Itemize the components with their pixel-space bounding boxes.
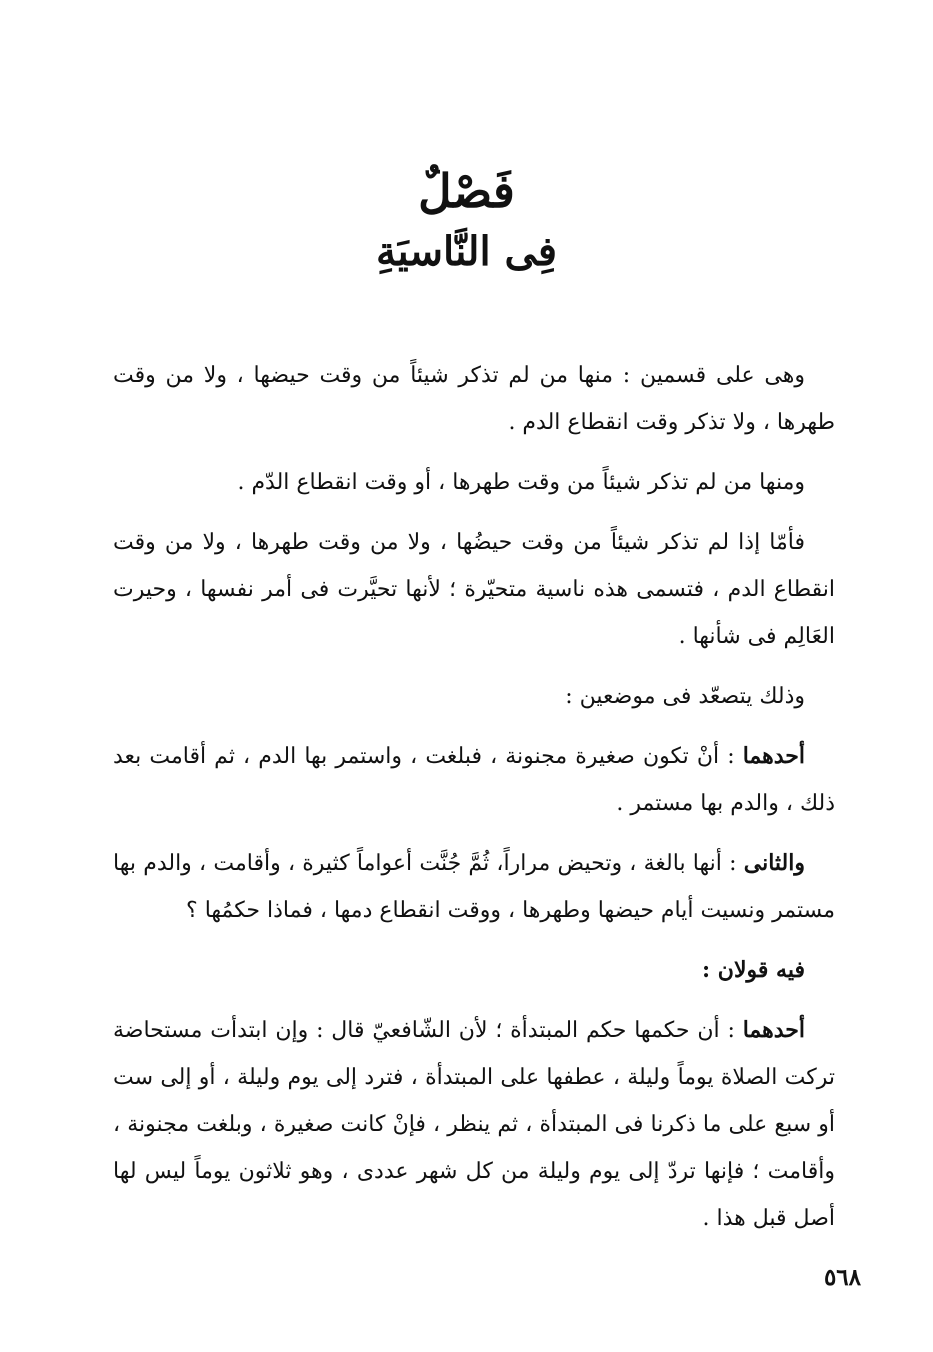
paragraph-text: فأمّا إذا لم تذكر شيئاً من وقت حيضُها ، ولا من وقت طهرها ، ولا من وقت انقطاع الدم ، فتسمى هذه ناسية متحيّرة ؛ لأنها تحيَّرت فى أمر نفسها ، وحيرت العَالِم فى شأنها . bbox=[113, 530, 835, 649]
paragraph-lead: أحدهما bbox=[742, 1017, 805, 1043]
paragraph-text: : أنْ تكون صغيرة مجنونة ، فبلغت ، واستمر بها الدم ، ثم أقامت بعد ذلك ، والدم بها مستمر . bbox=[113, 744, 835, 816]
paragraph-text: : أن حكمها حكم المبتدأة ؛ لأن الشّافعيّ قال : وإن ابتدأت مستحاضة تركت الصلاة يوماً وليلة ، عطفها على المبتدأة ، فترد إلى يوم وليلة ، أو إلى ست أو سبع على ما ذكرنا فى المبتدأة ، ثم ينظر ، فإنْ كانت صغيرة ، وبلغت مجنونة ، وأقامت ؛ فإنها تردّ إلى يوم وليلة من كل شهر عددى ، وهو ثلاثون يوماً ليس لها أصل قبل هذا . bbox=[113, 1018, 835, 1231]
paragraph-lead: والثانى bbox=[743, 850, 805, 876]
paragraph bbox=[113, 1007, 835, 1242]
section-subheading: فِى النَّاسيَةِ bbox=[376, 228, 557, 275]
paragraph-text: : أنها بالغة ، وتحيض مراراً، ثُمَّ جُنَّت أعواماً كثيرة ، وأقامت ، والدم بها مستمر ونسيت أيام حيضها وطهرها ، ووقت انقطاع دمها ، فماذا حكمُها ؟ bbox=[113, 851, 835, 923]
paragraph-text: وهى على قسمين : منها من لم تذكر شيئاً من وقت حيضها ، ولا من وقت طهرها ، ولا تذكر وقت انقطاع الدم . bbox=[113, 363, 835, 435]
paragraph-text: ومنها من لم تذكر شيئاً من وقت طهرها ، أو وقت انقطاع الدّم . bbox=[237, 470, 805, 495]
paragraph bbox=[113, 459, 835, 506]
paragraph-text: وذلك يتصعّد فى موضعين : bbox=[565, 684, 805, 709]
paragraph-lead: أحدهما bbox=[742, 743, 805, 769]
page-number: ٥٦٨ bbox=[823, 1264, 861, 1291]
body-text bbox=[113, 352, 835, 1255]
paragraph bbox=[113, 840, 835, 934]
paragraph bbox=[113, 352, 835, 446]
paragraph bbox=[113, 947, 835, 994]
paragraph-lead: فيه قولان : bbox=[702, 957, 805, 983]
paragraph bbox=[113, 519, 835, 660]
paragraph bbox=[113, 673, 835, 720]
paragraph bbox=[113, 733, 835, 827]
section-heading: فَصْلٌ bbox=[418, 164, 515, 218]
